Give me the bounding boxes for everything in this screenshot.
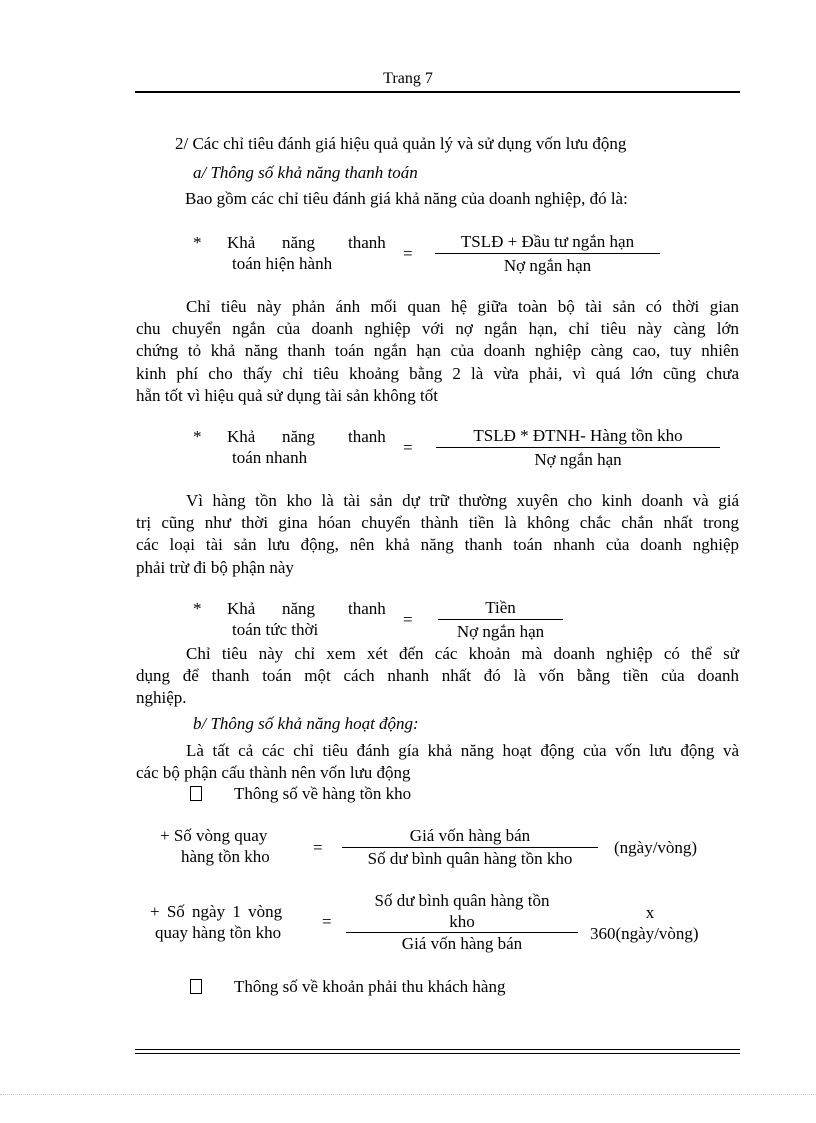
formula-label-word: Khả bbox=[227, 599, 256, 618]
list-item-label: Thông số về hàng tồn kho bbox=[234, 784, 412, 803]
paragraph-line: nghiệp. bbox=[136, 688, 187, 708]
fraction-numerator: Giá vốn hàng bán bbox=[409, 826, 531, 845]
paragraph-line: chứng tỏ khả năng thanh toán ngắn hạn của doanh nghiệp càng cao, tuy nhiên bbox=[136, 341, 739, 361]
list-item bbox=[190, 978, 202, 998]
equals-sign: = bbox=[322, 912, 332, 931]
formula-label-line2: hàng tồn kho bbox=[181, 847, 270, 866]
formula-label-word: thanh bbox=[348, 427, 386, 446]
formula-bullet: * bbox=[193, 233, 202, 252]
paragraph-quick-ratio bbox=[136, 490, 739, 579]
list-item-label: Thông số về khoản phải thu khách hàng bbox=[234, 977, 506, 996]
formula-label-line2: toán hiện hành bbox=[232, 254, 333, 273]
formula-label-word: năng bbox=[282, 233, 316, 252]
paragraph-line: hẵn tốt vì hiệu quả sử dụng tài sản không tốt bbox=[136, 385, 438, 405]
paragraph-line: phải trừ đi bộ phận này bbox=[136, 557, 294, 577]
header-rule bbox=[135, 91, 740, 93]
formula-label-word: thanh bbox=[348, 599, 386, 618]
list-item bbox=[190, 785, 202, 805]
formula-label-word: Khả bbox=[227, 427, 256, 446]
paragraph-activity bbox=[136, 740, 739, 784]
paragraph-cash-ratio bbox=[136, 643, 739, 710]
paragraph-line: các loại tài sản lưu động, nên khả năng thanh toán nhanh của doanh nghiệp bbox=[136, 535, 739, 555]
footer-rule bbox=[135, 1053, 740, 1054]
fraction-denominator: Số dư bình quân hàng tồn kho bbox=[367, 849, 573, 868]
checkbox-square-icon bbox=[190, 786, 202, 801]
fraction-bar bbox=[438, 619, 563, 620]
equals-sign: = bbox=[403, 244, 413, 263]
fraction-denominator: Nợ ngắn hạn bbox=[503, 256, 592, 275]
footer-rule bbox=[135, 1049, 740, 1050]
fraction-bar bbox=[346, 932, 578, 933]
paragraph-line: dụng để thanh toán một cách nhanh nhất đó là vốn bằng tiền của doanh bbox=[136, 666, 739, 686]
formula-label-word: Khả bbox=[227, 233, 256, 252]
formula-label-line2: toán nhanh bbox=[232, 448, 308, 467]
subsection-a-intro: Bao gồm các chỉ tiêu đánh giá khả năng của doanh nghiệp, đó là: bbox=[185, 189, 628, 208]
page-header: Trang 7 bbox=[383, 70, 433, 87]
fraction-denominator: Nợ ngắn hạn bbox=[456, 622, 545, 641]
paragraph-line: chu chuyển ngắn của doanh nghiệp với nợ ngắn hạn, chỉ tiêu này càng lớn bbox=[136, 319, 739, 339]
fraction-numerator: Tiền bbox=[485, 598, 516, 617]
equals-sign: = bbox=[403, 438, 413, 457]
subsection-a-title: a/ Thông số khả năng thanh toán bbox=[193, 163, 418, 182]
fraction-bar bbox=[435, 253, 660, 254]
equals-sign: = bbox=[403, 610, 413, 629]
fraction-numerator-cont: kho bbox=[449, 912, 475, 931]
formula-label-line2: toán tức thời bbox=[232, 620, 319, 639]
fraction-bar bbox=[436, 447, 720, 448]
paragraph-line: Vì hàng tồn kho là tài sản dự trữ thường xuyên cho kinh doanh và giá bbox=[186, 491, 739, 510]
paragraph-line: Chỉ tiêu này phản ánh mối quan hệ giữa toàn bộ tài sản có thời gian bbox=[186, 297, 739, 316]
fraction-numerator: TSLĐ * ĐTNH- Hàng tồn kho bbox=[473, 426, 683, 445]
unit-label: 360(ngày/vòng) bbox=[590, 924, 699, 943]
fraction-denominator: Nợ ngắn hạn bbox=[534, 450, 622, 469]
paragraph-line: kinh phí cho thấy chỉ tiêu khoảng bằng 2 là vừa phải, vì quá lớn cũng chưa bbox=[136, 363, 739, 383]
formula-label-line1: + Số vòng quay bbox=[160, 826, 268, 845]
formula-label-word: thanh bbox=[348, 233, 386, 252]
formula-label-word: năng bbox=[282, 427, 316, 446]
section-title: 2/ Các chỉ tiêu đánh giá hiệu quả quản lý và sử dụng vốn lưu động bbox=[175, 134, 627, 153]
paragraph-line: các bộ phận cấu thành nên vốn lưu động bbox=[136, 763, 411, 783]
paragraph-line: Chỉ tiêu này chỉ xem xét đến các khoản mà doanh nghiệp có thể sử bbox=[186, 644, 739, 663]
subsection-b-title: b/ Thông số khả năng hoạt động: bbox=[193, 714, 419, 733]
fraction-denominator: Giá vốn hàng bán bbox=[401, 934, 523, 953]
unit-label: (ngày/vòng) bbox=[614, 838, 698, 857]
fraction-bar bbox=[342, 847, 598, 848]
formula-label-line1: + Số ngày 1 vòng bbox=[150, 902, 283, 921]
formula-bullet: * bbox=[193, 427, 202, 446]
fraction-numerator: TSLĐ + Đầu tư ngắn hạn bbox=[460, 232, 635, 251]
paragraph-current-ratio bbox=[136, 296, 739, 407]
multiply-sign: x bbox=[645, 903, 655, 922]
formula-bullet: * bbox=[193, 599, 202, 618]
paragraph-line: trị cũng như thời gina hóan chuyển thành tiền là không chắc chắn nhất trong bbox=[136, 513, 739, 533]
checkbox-square-icon bbox=[190, 979, 202, 994]
paragraph-line: Là tất cả các chỉ tiêu đánh gía khả năng hoạt động của vốn lưu động và bbox=[186, 741, 739, 760]
formula-label-line2: quay hàng tồn kho bbox=[155, 923, 282, 942]
equals-sign: = bbox=[313, 838, 323, 857]
fraction-numerator: Số dư bình quân hàng tồn bbox=[374, 891, 550, 910]
formula-label-word: năng bbox=[282, 599, 316, 618]
page-edge-dotted-line bbox=[0, 1094, 816, 1095]
